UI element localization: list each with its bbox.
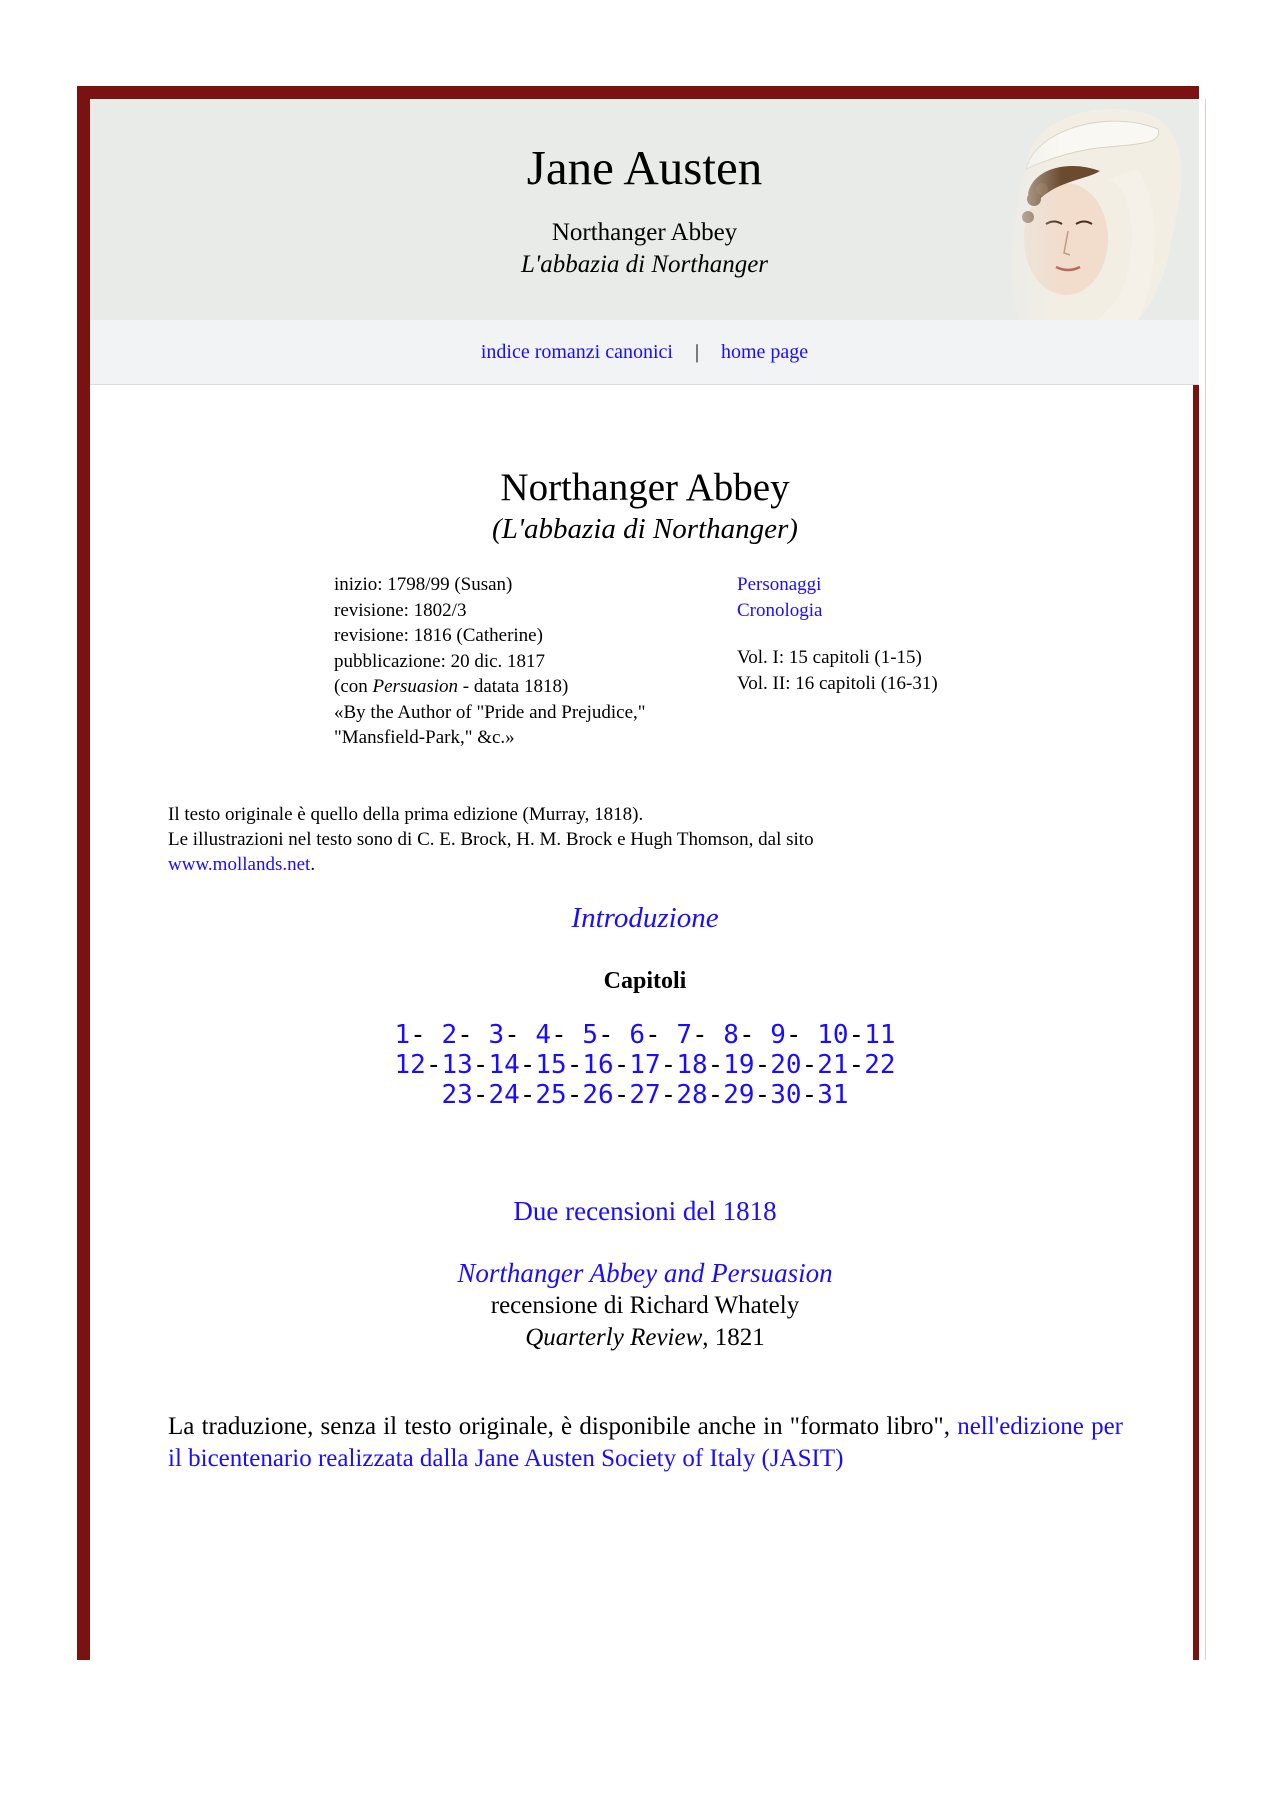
chapter-link-20[interactable]: 20 xyxy=(770,1050,802,1080)
chapter-link-27[interactable]: 27 xyxy=(629,1080,661,1110)
link-chronology[interactable]: Cronologia xyxy=(737,599,823,621)
reviews-block xyxy=(0,1196,1280,1227)
chapter-separator: - xyxy=(801,1050,818,1080)
chapter-link-12[interactable]: 12 xyxy=(394,1050,426,1080)
link-mollands[interactable]: www.mollands.net xyxy=(168,854,311,875)
review-source-year: , 1821 xyxy=(702,1324,765,1351)
chapter-link-18[interactable]: 18 xyxy=(676,1050,708,1080)
info-line: revisione: 1802/3 xyxy=(334,599,467,621)
link-jasit-edition[interactable]: nell'edizione per il bicentenario realizzata dalla Jane Austen Society of Italy (JASIT) xyxy=(168,1413,1123,1472)
chapter-separator: - xyxy=(472,1050,489,1080)
volume-info: Vol. II: 16 capitoli (16-31) xyxy=(737,672,938,694)
chapter-link-22[interactable]: 22 xyxy=(864,1050,896,1080)
chapter-link-7[interactable]: 7 xyxy=(676,1020,692,1050)
chapter-separator: - xyxy=(707,1080,724,1110)
chapter-link-25[interactable]: 25 xyxy=(535,1080,567,1110)
publication-info xyxy=(334,572,646,751)
chapter-separator: - xyxy=(785,1020,818,1050)
chapter-separator: - xyxy=(425,1050,442,1080)
info-italic: Persuasion xyxy=(372,676,459,697)
chapter-link-30[interactable]: 30 xyxy=(770,1080,802,1110)
chapters-row xyxy=(0,1050,1280,1080)
nav-separator: | xyxy=(694,341,699,363)
chapter-separator: - xyxy=(566,1050,583,1080)
chapter-link-8[interactable]: 8 xyxy=(723,1020,739,1050)
info-line: pubblicazione: 20 dic. 1817 xyxy=(334,650,546,672)
info-line: revisione: 1816 (Catherine) xyxy=(334,625,543,646)
chapter-separator: - xyxy=(504,1020,536,1050)
chapter-link-19[interactable]: 19 xyxy=(723,1050,755,1080)
chapter-separator: - xyxy=(848,1050,865,1080)
chapter-separator: - xyxy=(410,1020,442,1050)
chapter-link-2[interactable]: 2 xyxy=(441,1020,458,1050)
chapter-link-23[interactable]: 23 xyxy=(441,1080,473,1110)
chapter-separator: - xyxy=(566,1080,583,1110)
nav-link-home[interactable]: home page xyxy=(720,341,809,363)
chapter-separator: - xyxy=(754,1050,771,1080)
review-author: recensione di Richard Whately xyxy=(490,1292,800,1319)
chapter-link-26[interactable]: 26 xyxy=(582,1080,614,1110)
chapter-separator: - xyxy=(801,1080,818,1110)
link-introduction[interactable]: Introduzione xyxy=(571,902,719,934)
link-reviews-1818[interactable]: Due recensioni del 1818 xyxy=(513,1196,777,1226)
chapter-separator: - xyxy=(519,1050,536,1080)
frame-right-line xyxy=(1205,99,1206,1660)
chapter-link-16[interactable]: 16 xyxy=(582,1050,614,1080)
chapter-separator: - xyxy=(598,1020,630,1050)
chapters-row xyxy=(0,1020,1280,1050)
chapter-link-28[interactable]: 28 xyxy=(676,1080,708,1110)
chapter-link-10[interactable]: 10 xyxy=(817,1020,849,1050)
link-review-title[interactable]: Northanger Abbey and Persuasion xyxy=(457,1258,833,1288)
note-line: Il testo originale è quello della prima edizione (Murray, 1818). xyxy=(168,804,644,825)
chapters-list xyxy=(0,1020,1280,1110)
site-title: Jane Austen xyxy=(526,140,763,195)
chapter-link-9[interactable]: 9 xyxy=(770,1020,786,1050)
info-text: (con xyxy=(334,676,373,697)
chapter-separator: - xyxy=(645,1020,677,1050)
volume-info: Vol. I: 15 capitoli (1-15) xyxy=(737,647,922,668)
info-line-persuasion xyxy=(334,674,646,700)
chapter-separator: - xyxy=(613,1050,630,1080)
chapter-separator: - xyxy=(707,1050,724,1080)
chapter-separator: - xyxy=(613,1080,630,1110)
link-characters[interactable]: Personaggi xyxy=(737,574,822,595)
chapter-separator: - xyxy=(519,1080,536,1110)
chapter-separator: - xyxy=(551,1020,583,1050)
site-subtitle: Northanger Abbey xyxy=(551,219,738,246)
chapter-link-11[interactable]: 11 xyxy=(864,1020,896,1050)
info-byline: "Mansfield-Park," &c.» xyxy=(334,727,515,748)
note-line xyxy=(168,852,1118,877)
chapter-link-15[interactable]: 15 xyxy=(535,1050,567,1080)
chapter-link-13[interactable]: 13 xyxy=(441,1050,473,1080)
chapter-link-21[interactable]: 21 xyxy=(817,1050,849,1080)
review-source-title: Quarterly Review xyxy=(525,1324,703,1351)
book-title: Northanger Abbey xyxy=(500,466,790,509)
chapter-separator: - xyxy=(660,1050,677,1080)
chapter-link-14[interactable]: 14 xyxy=(488,1050,520,1080)
chapter-separator: - xyxy=(738,1020,771,1050)
chapter-link-29[interactable]: 29 xyxy=(723,1080,755,1110)
site-subtitle-italian: L'abbazia di Northanger xyxy=(520,251,769,278)
chapter-separator: - xyxy=(754,1080,771,1110)
chapter-separator: - xyxy=(848,1020,865,1050)
site-header xyxy=(90,99,1199,320)
jane-austen-portrait xyxy=(988,99,1199,320)
chapter-separator: - xyxy=(472,1080,489,1110)
chapters-row xyxy=(0,1080,1280,1110)
chapter-link-31[interactable]: 31 xyxy=(817,1080,849,1110)
chapter-separator: - xyxy=(660,1080,677,1110)
intro-block xyxy=(0,902,1280,935)
nav-bar xyxy=(90,320,1199,385)
note-text: . xyxy=(310,854,316,875)
chapter-link-4[interactable]: 4 xyxy=(535,1020,552,1050)
chapter-link-3[interactable]: 3 xyxy=(488,1020,505,1050)
info-line: inizio: 1798/99 (Susan) xyxy=(334,574,513,595)
translation-text: La traduzione, senza il testo originale, è disponibile anche in "formato libro", xyxy=(168,1413,958,1440)
chapters-heading: Capitoli xyxy=(603,968,687,994)
edition-notes xyxy=(168,802,1118,877)
chapter-separator: - xyxy=(457,1020,489,1050)
info-byline: «By the Author of "Pride and Prejudice," xyxy=(334,701,646,723)
chapter-separator: - xyxy=(691,1020,724,1050)
note-line: Le illustrazioni nel testo sono di C. E. Brock, H. M. Brock e Hugh Thomson, dal sito xyxy=(168,829,814,850)
chapter-link-6[interactable]: 6 xyxy=(629,1020,645,1050)
chapter-link-1[interactable]: 1 xyxy=(394,1020,411,1050)
nav-link-novels-index[interactable]: indice romanzi canonici xyxy=(480,341,673,363)
book-links xyxy=(737,572,938,696)
review-source xyxy=(0,1324,1280,1352)
book-subtitle: (L'abbazia di Northanger) xyxy=(492,513,798,545)
info-text: - datata 1818) xyxy=(458,676,569,697)
chapter-link-5[interactable]: 5 xyxy=(582,1020,599,1050)
translation-note xyxy=(168,1411,1123,1475)
chapter-link-17[interactable]: 17 xyxy=(629,1050,661,1080)
chapter-link-24[interactable]: 24 xyxy=(488,1080,520,1110)
review-title-block xyxy=(0,1258,1280,1289)
